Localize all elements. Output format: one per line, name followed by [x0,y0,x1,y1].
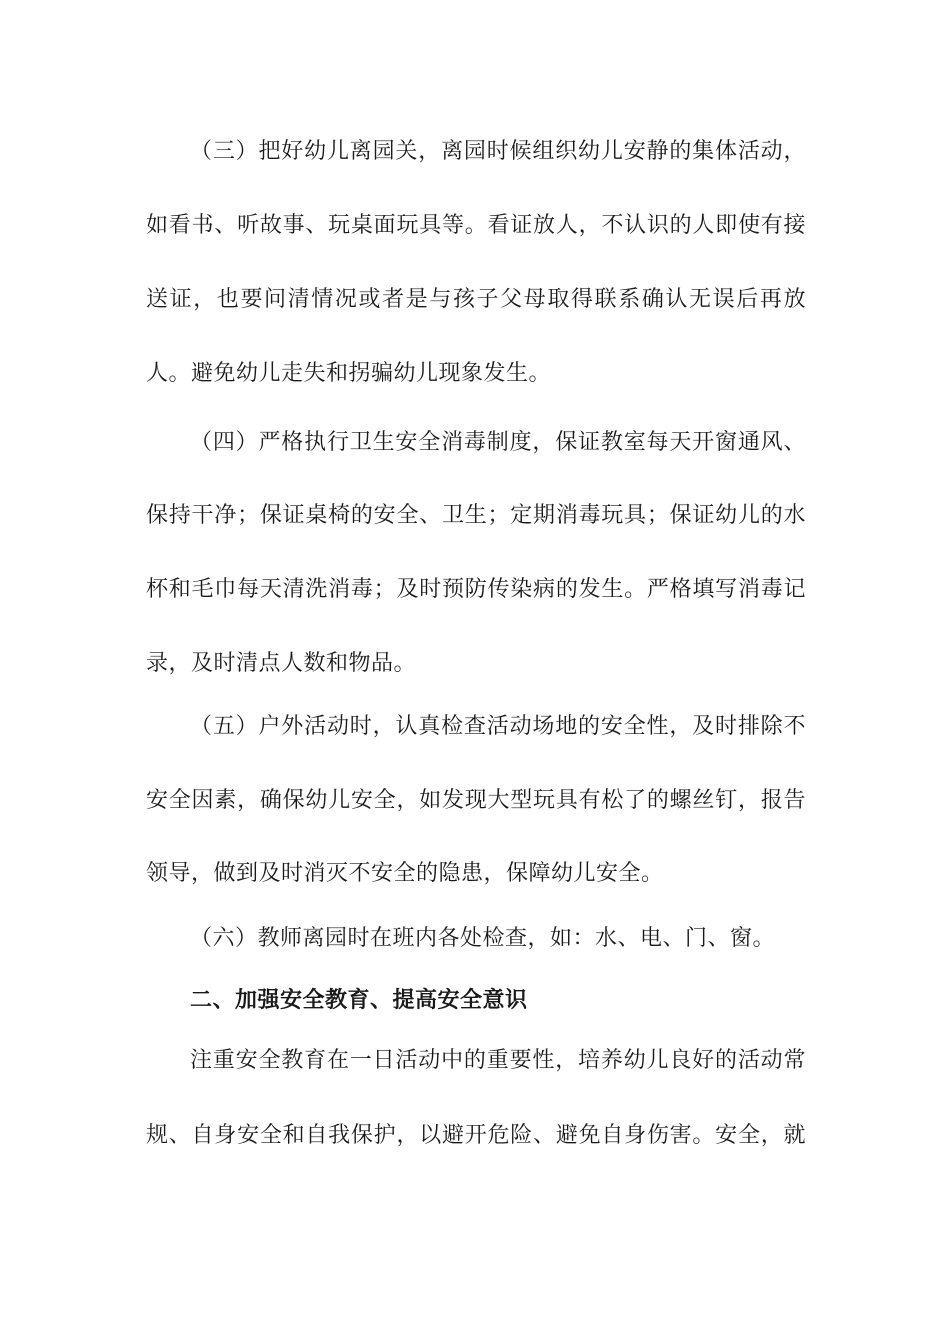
paragraph-3-line-4: 人。避免幼儿走失和拐骗幼儿现象发生。 [146,361,552,386]
paragraph-7-line-1: 注重安全教育在一日活动中的重要性，培养幼儿良好的活动常 [190,1048,806,1073]
paragraph-4-line-3: 杯和毛巾每天清洗消毒；及时预防传染病的发生。严格填写消毒记 [146,577,806,602]
paragraph-6-line-1: （六）教师离园时在班内各处检查，如：水、电、门、窗。 [190,926,776,951]
paragraph-4-line-4: 录，及时清点人数和物品。 [146,651,417,676]
paragraph-4-line-1: （四）严格执行卫生安全消毒制度，保证教室每天开窗通风、 [190,430,806,455]
paragraph-7-line-2: 规、自身安全和自我保护，以避开危险、避免自身伤害。安全，就 [146,1123,806,1148]
paragraph-3-line-3: 送证，也要问清情况或者是与孩子父母取得联系确认无误后再放 [146,287,806,312]
paragraph-3-line-1: （三）把好幼儿离园关，离园时候组织幼儿安静的集体活动， [190,139,806,164]
paragraph-5-line-2: 安全因素，确保幼儿安全，如发现大型玩具有松了的螺丝钉，报告 [146,788,806,813]
paragraph-4-line-2: 保持干净；保证桌椅的安全、卫生；定期消毒玩具；保证幼儿的水 [146,503,806,528]
paragraph-3-line-2: 如看书、听故事、玩桌面玩具等。看证放人，不认识的人即使有接 [146,213,806,238]
paragraph-5-line-3: 领导，做到及时消灭不安全的隐患，保障幼儿安全。 [146,861,664,886]
section-heading: 二、加强安全教育、提高安全意识 [190,988,528,1013]
paragraph-5-line-1: （五）户外活动时，认真检查活动场地的安全性，及时排除不 [190,714,806,739]
